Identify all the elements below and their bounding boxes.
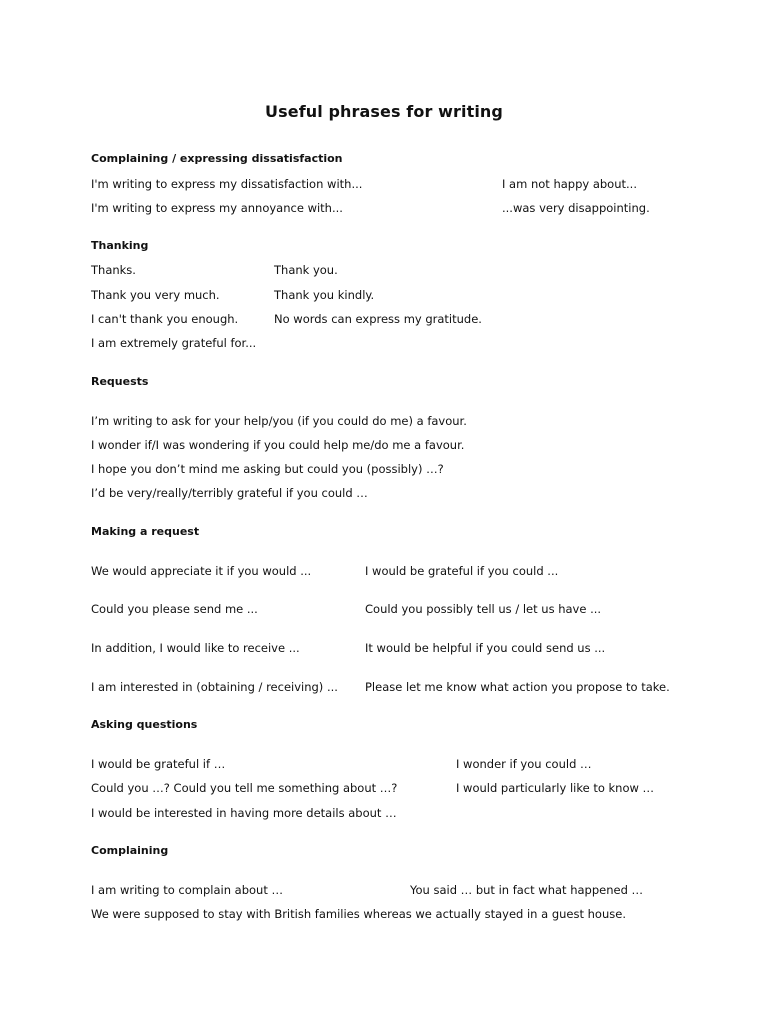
section-heading-thanking: Thanking (91, 239, 149, 252)
phrase: I wonder if/I was wondering if you could help me/do me a favour. (91, 438, 465, 452)
phrase: Thank you very much. (91, 288, 220, 302)
section-heading-complaining-dissatisfaction: Complaining / expressing dissatisfaction (91, 152, 343, 165)
phrase: It would be helpful if you could send us ... (365, 641, 606, 655)
phrase: I'm writing to express my dissatisfaction with... (91, 177, 363, 191)
phrase: Thank you kindly. (274, 288, 375, 302)
phrase: Please let me know what action you propose to take. (365, 680, 670, 694)
phrase: I’m writing to ask for your help/you (if you could do me) a favour. (91, 414, 467, 428)
phrase: I would be interested in having more details about … (91, 806, 397, 820)
page-title: Useful phrases for writing (265, 102, 503, 121)
phrase: I'm writing to express my annoyance with... (91, 201, 343, 215)
section-heading-asking-questions: Asking questions (91, 718, 198, 731)
section-heading-complaining: Complaining (91, 844, 169, 857)
phrase: I am extremely grateful for... (91, 336, 257, 350)
phrase: I am interested in (obtaining / receiving) ... (91, 680, 338, 694)
phrase: Thanks. (91, 263, 136, 277)
phrase: We were supposed to stay with British families whereas we actually stayed in a guest house. (91, 907, 626, 921)
phrase: I would be grateful if you could ... (365, 564, 559, 578)
section-heading-requests: Requests (91, 375, 149, 388)
phrase: Could you possibly tell us / let us have ... (365, 602, 602, 616)
phrase: I’d be very/really/terribly grateful if you could … (91, 486, 368, 500)
phrase: Could you …? Could you tell me something about …? (91, 781, 398, 795)
phrase: No words can express my gratitude. (274, 312, 482, 326)
phrase: Thank you. (274, 263, 338, 277)
phrase: I hope you don’t mind me asking but could you (possibly) …? (91, 462, 444, 476)
phrase: ...was very disappointing. (502, 201, 650, 215)
phrase: I can't thank you enough. (91, 312, 239, 326)
phrase: I am writing to complain about … (91, 883, 284, 897)
phrase: I would be grateful if … (91, 757, 226, 771)
phrase: I am not happy about... (502, 177, 637, 191)
phrase: You said … but in fact what happened … (410, 883, 644, 897)
phrase: I would particularly like to know … (456, 781, 655, 795)
phrase: In addition, I would like to receive ... (91, 641, 300, 655)
phrase: I wonder if you could … (456, 757, 592, 771)
section-heading-making-request: Making a request (91, 525, 200, 538)
phrase: Could you please send me ... (91, 602, 258, 616)
phrase: We would appreciate it if you would ... (91, 564, 312, 578)
